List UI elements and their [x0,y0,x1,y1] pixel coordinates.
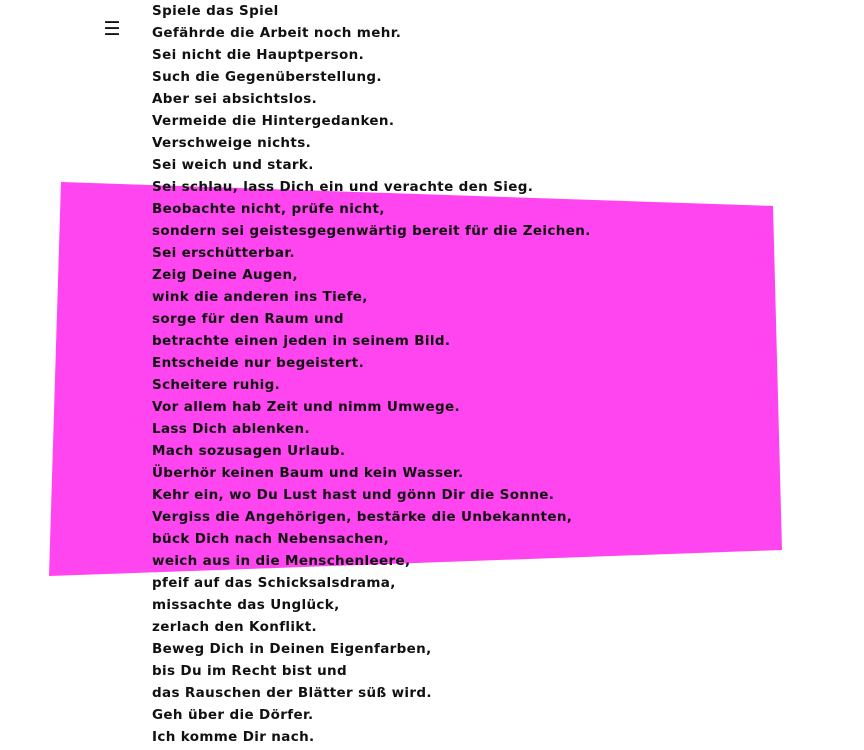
poem-line: Ich komme Dir nach. [152,729,315,745]
poem-line: Vor allem hab Zeit und nimm Umwege. [152,399,460,415]
poem-line: Lass Dich ablenken. [152,421,310,437]
poem-line: Kehr ein, wo Du Lust hast und gönn Dir die Sonne. [152,487,555,503]
poem-line: Sei schlau, lass Dich ein und verachte den Sieg. [152,179,534,195]
hamburger-menu-icon: ☰ [103,18,121,40]
poem-line: Vermeide die Hintergedanken. [152,113,395,129]
poem-line: Mach sozusagen Urlaub. [152,443,346,459]
poem-line: das Rauschen der Blätter süß wird. [152,685,432,701]
poem-line: bis Du im Recht bist und [152,663,348,679]
poem-line: Beobachte nicht, prüfe nicht, [152,201,385,217]
poem-line: Entscheide nur begeistert. [152,355,365,371]
poem-line: missachte das Unglück, [152,597,340,613]
poem-line: bück Dich nach Nebensachen, [152,531,390,547]
poem-line: Sei weich und stark. [152,157,314,173]
poem-line: Spiele das Spiel [152,3,279,19]
poem-line: Sei erschütterbar. [152,245,295,261]
poem-line: weich aus in die Menschenleere, [152,553,411,569]
poem-line: sondern sei geistesgegenwärtig bereit für die Zeichen. [152,223,591,239]
poem-line: pfeif auf das Schicksalsdrama, [152,575,396,591]
menu-button[interactable] [100,16,124,42]
poem-line: Gefährde die Arbeit noch mehr. [152,25,402,41]
poem-line: Scheitere ruhig. [152,377,281,393]
poem-line: Überhör keinen Baum und kein Wasser. [152,465,464,481]
poem-line: wink die anderen ins Tiefe, [152,289,368,305]
poem-line: Zeig Deine Augen, [152,267,298,283]
poem-line: Geh über die Dörfer. [152,707,314,723]
poem-line: Verschweige nichts. [152,135,312,151]
poem-line: Such die Gegenüberstellung. [152,69,382,85]
poem-line: zerlach den Konflikt. [152,619,317,635]
poem-line: Aber sei absichtslos. [152,91,318,107]
poem-line: Beweg Dich in Deinen Eigenfarben, [152,641,432,657]
poem-line: sorge für den Raum und [152,311,344,327]
poem-line: betrachte einen jeden in seinem Bild. [152,333,451,349]
poem-line: Sei nicht die Hauptperson. [152,47,365,63]
poem-text [152,0,591,748]
poem-line: Vergiss die Angehörigen, bestärke die Unbekannten, [152,509,573,525]
